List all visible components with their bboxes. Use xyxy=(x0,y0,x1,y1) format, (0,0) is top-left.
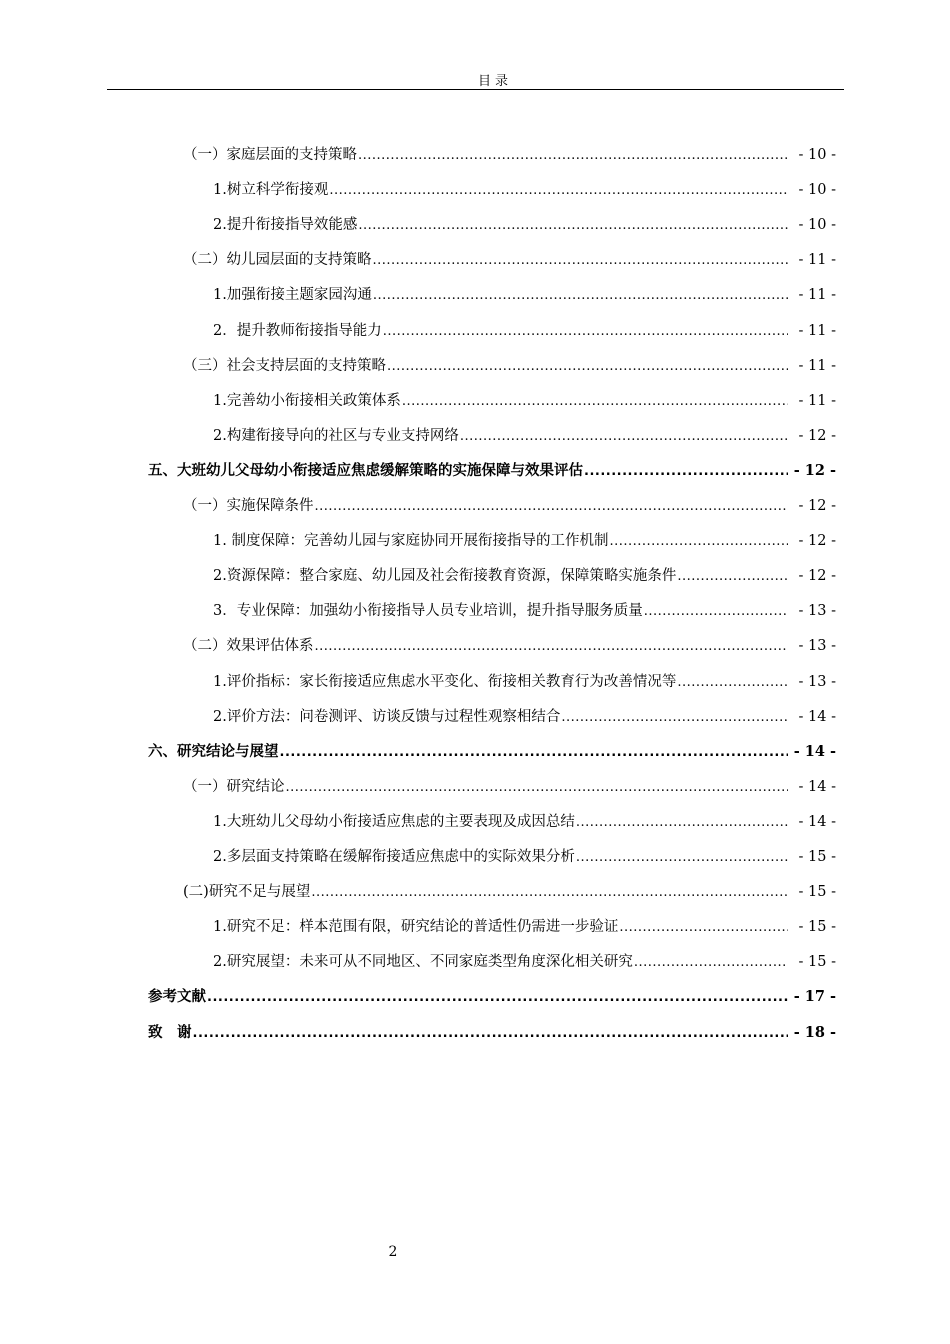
toc-entry-title: 2．提升教师衔接指导能力 xyxy=(213,322,382,339)
toc-entry-page: - 10 - xyxy=(798,217,836,234)
toc-entry-title: 1.大班幼儿父母幼小衔接适应焦虑的主要表现及成因总结 xyxy=(213,813,575,830)
toc-dot-leader xyxy=(358,213,788,237)
toc-dot-leader xyxy=(311,880,788,904)
toc-dot-leader xyxy=(315,494,789,518)
toc-dot-leader xyxy=(402,389,788,413)
toc-entry[interactable] xyxy=(183,775,836,799)
toc-dot-leader xyxy=(644,599,788,623)
toc-dot-leader xyxy=(329,178,788,202)
toc-entry-page: - 15 - xyxy=(798,919,836,936)
toc-entry[interactable] xyxy=(213,950,836,974)
toc-entry-page: - 15 - xyxy=(798,849,836,865)
toc-entry[interactable] xyxy=(148,985,836,1009)
toc-entry[interactable] xyxy=(213,810,836,834)
toc-entry[interactable] xyxy=(213,424,836,448)
toc-entry-page: - 11 - xyxy=(798,392,836,409)
toc-dot-leader xyxy=(373,248,789,272)
toc-entry-title: （三）社会支持层面的支持策略 xyxy=(183,357,386,374)
toc-dot-leader xyxy=(576,845,788,869)
toc-entry[interactable] xyxy=(148,740,836,764)
toc-entry[interactable] xyxy=(213,845,836,869)
toc-entry-page: - 13 - xyxy=(798,673,836,690)
toc-dot-leader xyxy=(387,354,788,378)
toc-entry-title: 五、大班幼儿父母幼小衔接适应焦虑缓解策略的实施保障与效果评估 xyxy=(148,462,583,479)
toc-entry-page: - 12 - xyxy=(798,533,836,550)
toc-entry-title: （一）实施保障条件 xyxy=(183,498,314,514)
toc-entry-title: 参考文献 xyxy=(148,989,206,1006)
toc-entry[interactable] xyxy=(148,459,836,483)
toc-entry[interactable] xyxy=(213,178,836,202)
toc-dot-leader xyxy=(634,950,788,974)
toc-entry[interactable] xyxy=(148,1021,836,1045)
toc-entry-page: - 11 - xyxy=(798,357,836,374)
toc-entry-page: - 14 - xyxy=(793,742,836,760)
toc-entry-page: - 17 - xyxy=(793,988,836,1006)
toc-entry-title: 六、研究结论与展望 xyxy=(148,743,279,760)
toc-entry-title: 1.树立科学衔接观 xyxy=(213,182,329,199)
toc-entry[interactable] xyxy=(213,283,836,307)
toc-entry-title: 1.研究不足：样本范围有限，研究结论的普适性仍需进一步验证 xyxy=(213,919,619,936)
toc-dot-leader xyxy=(315,634,789,658)
toc-entry-page: - 15 - xyxy=(798,884,836,901)
toc-entry[interactable] xyxy=(213,389,836,413)
toc-entry-page: - 11 - xyxy=(798,322,836,339)
toc-entry-page: - 10 - xyxy=(798,147,836,163)
toc-entry-page: - 13 - xyxy=(798,603,836,620)
toc-entry-title: 2.资源保障：整合家庭、幼儿园及社会衔接教育资源，保障策略实施条件 xyxy=(213,568,677,585)
toc-entry[interactable] xyxy=(183,354,836,378)
toc-entry-title: （一）家庭层面的支持策略 xyxy=(183,147,357,163)
toc-dot-leader xyxy=(286,775,789,799)
toc-entry-page: - 11 - xyxy=(798,287,836,304)
toc-entry-page: - 14 - xyxy=(798,813,836,830)
toc-entry-title: (二)研究不足与展望 xyxy=(183,884,311,901)
toc-entry[interactable] xyxy=(213,705,836,729)
toc-entry-title: 1.加强衔接主题家园沟通 xyxy=(213,287,372,304)
toc-entry-page: - 18 - xyxy=(793,1023,836,1041)
toc-entry-title: 3．专业保障：加强幼小衔接指导人员专业培训，提升指导服务质量 xyxy=(213,603,643,620)
toc-dot-leader xyxy=(677,564,788,588)
toc-entry-page: - 15 - xyxy=(798,954,836,971)
toc-dot-leader xyxy=(373,283,788,307)
toc-dot-leader xyxy=(609,529,788,553)
toc-dot-leader xyxy=(584,459,788,483)
toc-entry[interactable] xyxy=(213,670,836,694)
toc-entry-title: （二）效果评估体系 xyxy=(183,638,314,655)
toc-entry[interactable] xyxy=(183,248,836,272)
page-number: 2 xyxy=(388,1244,398,1260)
toc-entry-title: 2.提升衔接指导效能感 xyxy=(213,217,358,234)
toc-entry-page: - 14 - xyxy=(798,778,836,795)
toc-entry-page: - 10 - xyxy=(798,182,836,199)
toc-entry-title: 致 谢 xyxy=(148,1024,192,1041)
toc-dot-leader xyxy=(619,915,788,939)
toc-entry[interactable] xyxy=(213,213,836,237)
toc-dot-leader xyxy=(460,424,788,448)
toc-entry-title: 2.研究展望：未来可从不同地区、不同家庭类型角度深化相关研究 xyxy=(213,954,633,971)
toc-dot-leader xyxy=(677,670,788,694)
toc-entry-title: 2.评价方法：问卷测评、访谈反馈与过程性观察相结合 xyxy=(213,708,561,725)
toc-entry-title: 1.完善幼小衔接相关政策体系 xyxy=(213,392,401,409)
toc-entry-title: （一）研究结论 xyxy=(183,778,285,795)
toc-entry-title: 2.多层面支持策略在缓解衔接适应焦虑中的实际效果分析 xyxy=(213,849,575,865)
toc-entry-title: 1.评价指标：家长衔接适应焦虑水平变化、衔接相关教育行为改善情况等 xyxy=(213,673,677,690)
toc-dot-leader xyxy=(207,985,788,1009)
toc-entry-title: 1. 制度保障：完善幼儿园与家庭协同开展衔接指导的工作机制 xyxy=(213,533,609,550)
toc-entry-title: 2.构建衔接导向的社区与专业支持网络 xyxy=(213,427,459,444)
toc-dot-leader xyxy=(280,740,789,764)
toc-entry-page: - 12 - xyxy=(798,568,836,585)
toc-entry-page: - 13 - xyxy=(798,638,836,655)
toc-entry[interactable] xyxy=(213,915,836,939)
toc-entry-page: - 12 - xyxy=(798,427,836,444)
toc-entry[interactable] xyxy=(183,880,836,904)
toc-dot-leader xyxy=(383,319,788,343)
toc-entry[interactable] xyxy=(183,634,836,658)
toc-entry[interactable] xyxy=(213,319,836,343)
toc-entry[interactable] xyxy=(213,599,836,623)
toc-entry-page: - 11 - xyxy=(798,252,836,269)
toc-entry-page: - 12 - xyxy=(793,461,836,479)
toc-entry[interactable] xyxy=(183,494,836,518)
toc-entry[interactable] xyxy=(213,564,836,588)
toc-dot-leader xyxy=(193,1021,789,1045)
toc-entry[interactable] xyxy=(213,529,836,553)
toc-dot-leader xyxy=(561,705,788,729)
toc-dot-leader xyxy=(576,810,788,834)
page-header-title: 目录 xyxy=(477,74,512,89)
toc-entry[interactable] xyxy=(183,143,836,167)
toc-entry-page: - 14 - xyxy=(798,708,836,725)
toc-entry-page: - 12 - xyxy=(798,498,836,514)
toc-dot-leader xyxy=(358,143,788,167)
toc-entry-title: （二）幼儿园层面的支持策略 xyxy=(183,252,372,269)
